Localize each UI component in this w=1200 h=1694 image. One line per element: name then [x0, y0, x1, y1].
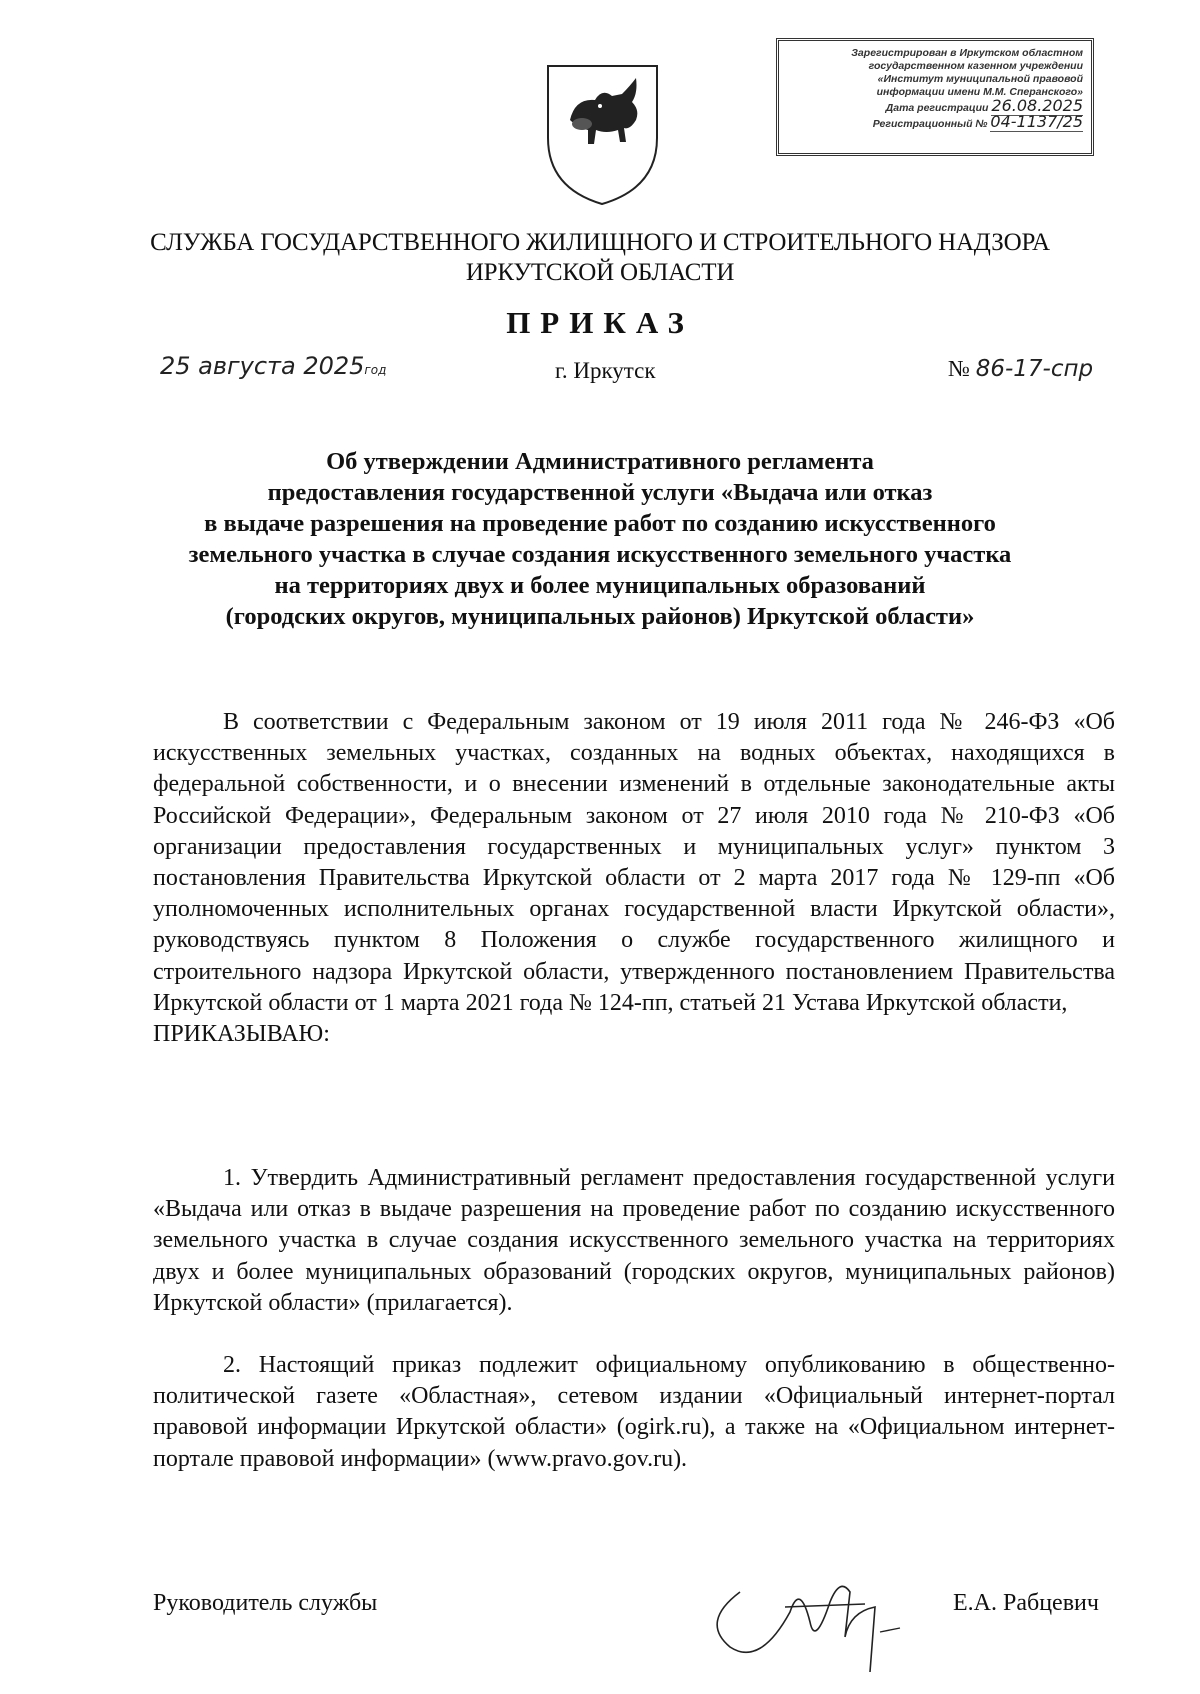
stamp-reg-label: Регистрационный №: [872, 118, 988, 130]
heading-line: (городских округов, муниципальных районов) Иркутской области»: [225, 603, 975, 630]
document-type-title: ПРИКАЗ: [506, 305, 694, 340]
stamp-line: Зарегистрирован в Иркутском областном: [851, 47, 1083, 59]
heading-line: земельного участка в случае создания искусственного земельного участка: [188, 541, 1012, 568]
heading-line: предоставления государственной услуги «Выдача или отказ: [267, 479, 933, 506]
item-1-block: [153, 1163, 1115, 1319]
registration-stamp: [776, 38, 1094, 156]
number-prefix: №: [948, 356, 970, 381]
order-number: [948, 356, 1093, 382]
stamp-date-value: 26.08.2025: [991, 96, 1083, 115]
stamp-reg-value: 04-1137/25: [990, 112, 1083, 131]
organization-line: ИРКУТСКОЙ ОБЛАСТИ: [465, 259, 735, 286]
order-heading: [150, 446, 1050, 632]
stamp-date-label: Дата регистрации: [885, 102, 989, 114]
date-value: 25 августа 2025: [160, 352, 365, 380]
item-2-block: [153, 1350, 1115, 1475]
order-word: ПРИКАЗЫВАЮ:: [153, 1021, 330, 1048]
item-2-paragraph: 2. Настоящий приказ подлежит официальному опубликованию в общественно-политической газете «Областная», сетевом издании «Официальный интернет-портал правовой информации Иркутской области» (ogirk.ru), а также на «Официальном интернет-портале правовой информации» (www.pravo.gov.ru).: [153, 1352, 1115, 1472]
signatory-name: Е.А. Рабцевич: [953, 1590, 1099, 1616]
coat-of-arms-emblem: [540, 58, 665, 208]
stamp-reg-row: [787, 112, 1083, 131]
item-1-paragraph: 1. Утвердить Административный регламент предоставления государственной услуги «Выдача или отказ в выдаче разрешения на проведение работ по созданию искусственного земельного участка в случае создания искусственного земельного участка на территориях двух и более муниципальных образований (городских округов, муниципальных районов) Иркутской области» (прилагается).: [153, 1165, 1115, 1316]
city: г. Иркутск: [555, 358, 656, 383]
signatory-position: Руководитель службы: [153, 1590, 378, 1616]
number-value: 86-17-спр: [975, 356, 1094, 382]
stamp-line: государственном казенном учреждении: [868, 60, 1083, 72]
heading-line: Об утверждении Административного регламента: [326, 448, 874, 475]
date-suffix: год: [364, 363, 387, 377]
heading-line: на территориях двух и более муниципальных образований: [274, 572, 926, 599]
handwritten-date: [160, 352, 386, 380]
stamp-line: информации имени М.М. Сперанского»: [876, 86, 1083, 98]
preamble-paragraph: В соответствии с Федеральным законом от 19 июля 2011 года № 246-ФЗ «Об искусственных земельных участках, созданных на водных объектах, находящихся в федеральной собственности, и о внесении изменений в отдельные законодательные акты Российской Федерации», Федеральным законом от 27 июля 2010 года № 210-ФЗ «Об организации предоставления государственных и муниципальных услуг» пунктом 3 постановления Правительства Иркутской области от 2 марта 2017 года № 129-пп «Об уполномоченных исполнительных органах государственной власти Иркутской области», руководствуясь пунктом 8 Положения о службе государственного жилищного и строительного надзора Иркутской области, утвержденного постановлением Правительства Иркутской области от 1 марта 2021 года № 124-пп, статьей 21 Устава Иркутской области,: [153, 709, 1115, 1016]
preamble-block: [153, 707, 1115, 1050]
organization-line: СЛУЖБА ГОСУДАРСТВЕННОГО ЖИЛИЩНОГО И СТРОИТЕЛЬНОГО НАДЗОРА: [150, 229, 1050, 256]
heading-line: в выдаче разрешения на проведение работ по созданию искусственного: [204, 510, 996, 537]
stamp-line: «Институт муниципальной правовой: [877, 73, 1083, 85]
handwritten-signature: [700, 1552, 920, 1682]
organization-name: [0, 228, 1200, 288]
